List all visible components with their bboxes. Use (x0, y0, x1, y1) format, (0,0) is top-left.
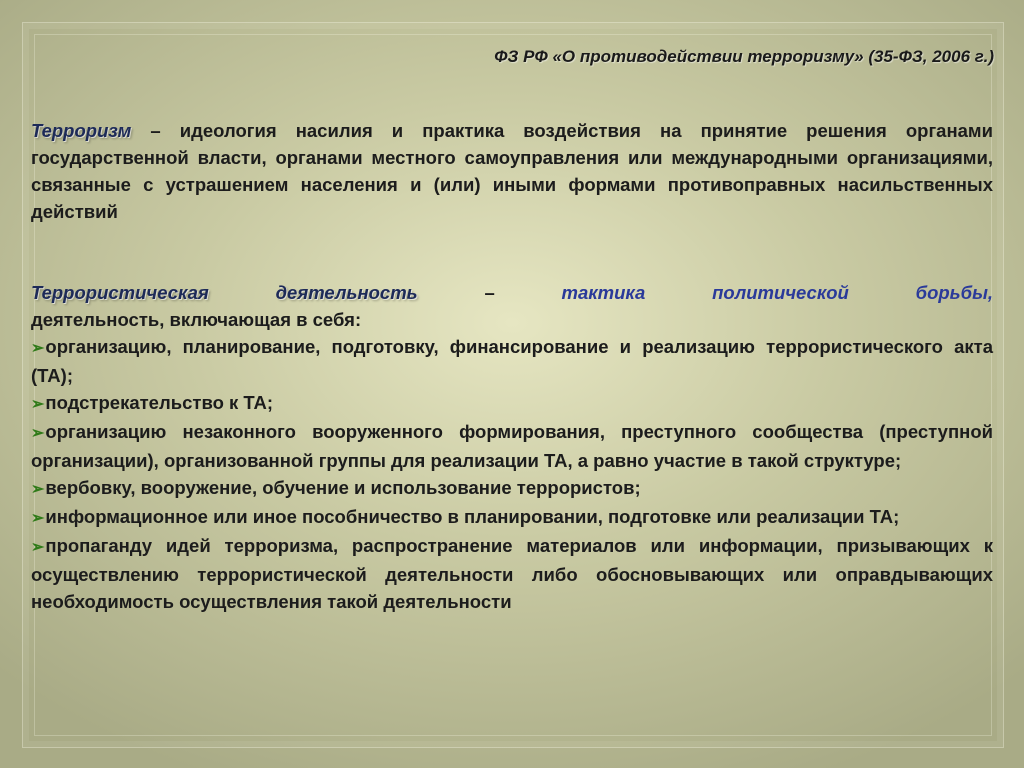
list-item-text: организацию незаконного вооруженного формирования, преступного сообщества (преступной организации), организованной группы для реализации ТА, а равно участие в такой структуре; (31, 421, 993, 471)
list-item (31, 389, 993, 418)
definition-activity-heading (31, 279, 993, 306)
spacer (31, 225, 993, 279)
arrow-bullet-icon: ➢ (31, 425, 45, 442)
list-item-text: организацию, планирование, подготовку, финансирование и реализацию террористического акта (ТА); (31, 336, 993, 386)
list-item (31, 333, 993, 389)
list-item (31, 503, 993, 532)
slide-title: ФЗ РФ «О противодействии терроризму» (35-ФЗ, 2006 г.) (494, 47, 994, 66)
slide-content (31, 117, 993, 615)
definition-text: идеология насилия и практика воздействия на принятие решения органами государственной власти, органами местного самоуправления или международными организациями, связанные с устрашением населения и (или) иными формами противоправных насильственных действий (31, 120, 993, 222)
arrow-bullet-icon: ➢ (31, 396, 45, 413)
list-item-text: пропаганду идей терроризма, распространение материалов или информации, призывающих к осуществлению террористической деятельности либо обосновывающих или оправдывающих необходимость осуществления такой деятельности (31, 535, 993, 612)
arrow-bullet-icon: ➢ (31, 539, 45, 556)
tactic-word2: политической (712, 282, 849, 303)
dash: – (484, 282, 495, 303)
list-item (31, 474, 993, 503)
arrow-bullet-icon: ➢ (31, 340, 45, 357)
term-terrorism: Терроризм (31, 120, 132, 141)
arrow-bullet-icon: ➢ (31, 481, 45, 498)
list-item (31, 418, 993, 474)
arrow-bullet-icon: ➢ (31, 510, 45, 527)
list-item (31, 532, 993, 615)
dash: – (131, 120, 180, 141)
list-item-text: подстрекательство к ТА; (45, 392, 274, 413)
definition-activity-intro: деятельность, включающая в себя: (31, 309, 362, 330)
list-item-text: информационное или иное пособничество в планировании, подготовке или реализации ТА; (45, 506, 900, 527)
list-item-text: вербовку, вооружение, обучение и использование террористов; (45, 477, 641, 498)
term-terrorist-activity-word1: Террористическая (31, 282, 209, 303)
tactic-word3: борьбы, (915, 282, 994, 303)
definition-terrorism (31, 117, 993, 225)
tactic-word1: тактика (561, 282, 646, 303)
term-terrorist-activity-word2: деятельность (275, 282, 418, 303)
